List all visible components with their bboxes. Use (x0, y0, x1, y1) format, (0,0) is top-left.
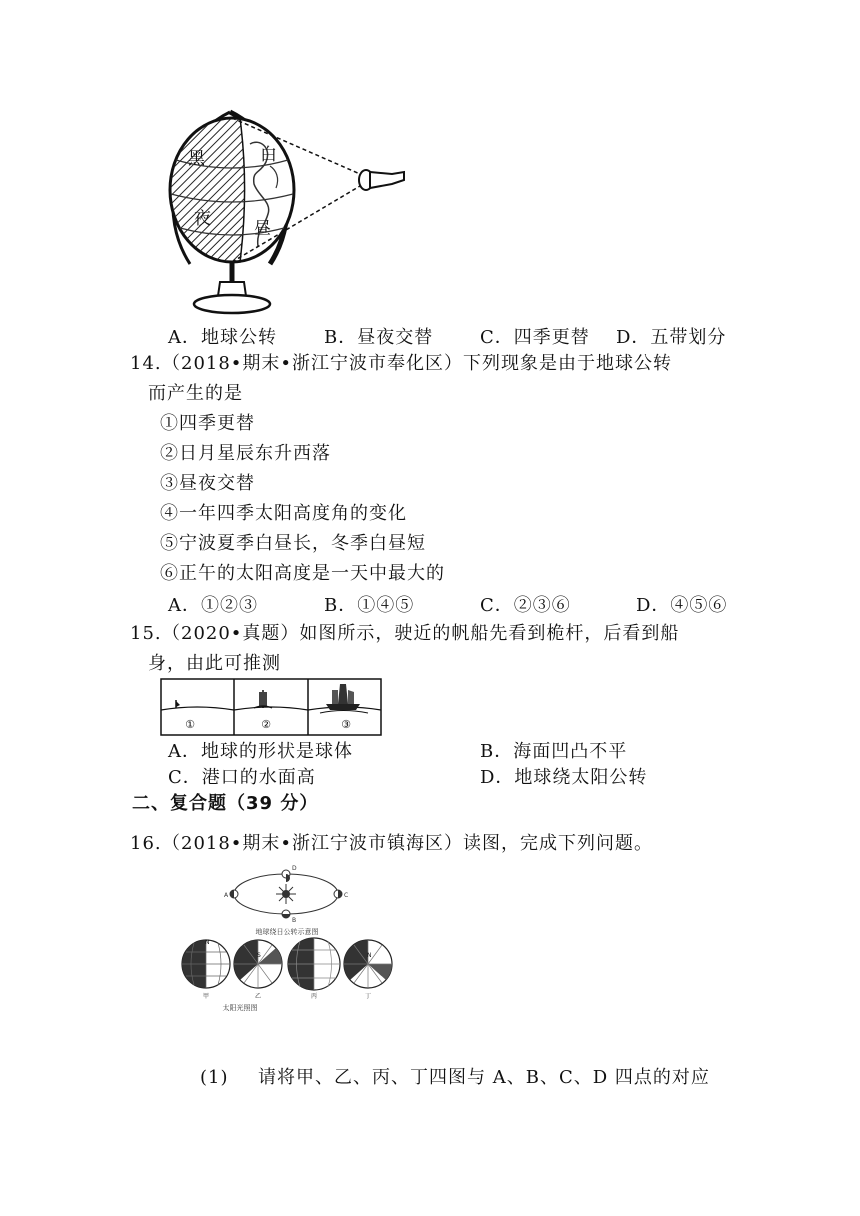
sunlight-globes-diagram (178, 934, 394, 1014)
q16-number: 16. (130, 833, 162, 854)
q15-option-d: D．地球绕太阳公转 (480, 767, 648, 788)
q14-item-4: ④一年四季太阳高度角的变化 (160, 503, 407, 524)
pole-label-s: S (257, 952, 261, 959)
q14-item-2: ②日月星辰东升西落 (160, 443, 331, 464)
q14-number: 14. (130, 353, 162, 374)
q15-option-b: B．海面凹凸不平 (480, 741, 628, 762)
orbit-diagram (222, 862, 352, 938)
label-day: 昼 (254, 219, 271, 239)
q15-option-a: A．地球的形状是球体 (168, 741, 353, 762)
q14-stem-line2: 而产生的是 (148, 383, 243, 404)
section-heading: 二、复合题（39 分） (132, 793, 319, 814)
q15-option-c: C．港口的水面高 (168, 767, 316, 788)
globe-label-jia: 甲 (202, 993, 210, 1000)
globe-label-bing: 丙 (310, 993, 318, 1000)
q16-sub1-text: 请将甲、乙、丙、丁四图与 A、B、C、D 四点的对应 (258, 1067, 710, 1088)
panel-label-1: ① (185, 718, 195, 731)
globe-yi (234, 940, 282, 988)
globe-bing (288, 938, 340, 990)
q14-option-c: C．②③⑥ (480, 595, 571, 616)
sun-icon (276, 884, 296, 904)
label-white: 白 (260, 145, 277, 165)
q14-item-3: ③昼夜交替 (160, 473, 255, 494)
q13-option-c: C．四季更替 (480, 327, 590, 348)
q14-item-1: ①四季更替 (160, 413, 255, 434)
q16-sub1-number: (1) (200, 1067, 229, 1088)
q14-item-6: ⑥正午的太阳高度是一天中最大的 (160, 563, 445, 584)
orbit-caption: 地球绕日公转示意图 (255, 928, 319, 936)
ship-approaching-figure (160, 678, 382, 736)
q14-stem-line1: （2018•期末•浙江宁波市奉化区）下列现象是由于地球公转 (162, 353, 673, 374)
globe-jia (182, 940, 230, 988)
globe-flashlight-figure (160, 104, 420, 320)
label-night: 夜 (194, 209, 211, 229)
globe-label-yi: 乙 (254, 993, 262, 1000)
q15-stem-line2: 身，由此可推测 (148, 653, 281, 674)
q13-option-b: B．昼夜交替 (324, 327, 434, 348)
globe-caption: 太阳光照图 (222, 1004, 258, 1012)
globe-label-ding: 丁 (364, 993, 372, 1000)
q13-option-a: A．地球公转 (168, 327, 277, 348)
label-black: 黑 (188, 149, 205, 169)
orbit-point-a: A (224, 892, 229, 899)
pole-label-n-ding: N (367, 952, 372, 959)
q16-stem: （2018•期末•浙江宁波市镇海区）读图，完成下列问题。 (162, 833, 654, 854)
panel-label-2: ② (261, 718, 271, 731)
orbit-point-c: C (344, 892, 349, 899)
q15-stem-line1: （2020•真题）如图所示，驶近的帆船先看到桅杆，后看到船 (162, 623, 680, 644)
globe-ding (344, 940, 392, 988)
q14-option-d: D．④⑤⑥ (636, 595, 728, 616)
orbit-point-d: D (292, 865, 297, 872)
q13-option-d: D．五带划分 (616, 327, 727, 348)
panel-label-3: ③ (341, 718, 351, 731)
q14-option-b: B．①④⑤ (324, 595, 415, 616)
q15-number: 15. (130, 623, 162, 644)
q14-item-5: ⑤宁波夏季白昼长，冬季白昼短 (160, 533, 426, 554)
q14-option-a: A．①②③ (168, 595, 258, 616)
pole-label-n-jia: N (205, 939, 210, 946)
orbit-point-b: B (292, 917, 297, 924)
